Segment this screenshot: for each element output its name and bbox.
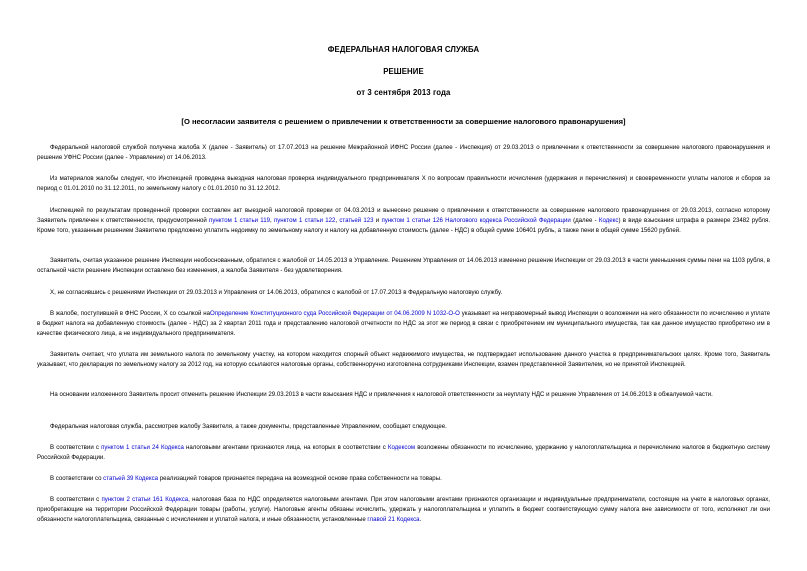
paragraph	[37, 309, 770, 340]
legal-reference-link[interactable]: пунктом 1 статьи 126 Налогового кодекса Российской Федерации	[381, 217, 571, 225]
paragraph	[37, 443, 770, 463]
legal-reference-link[interactable]: пунктом 2 статьи 161 Кодекса	[101, 496, 189, 503]
doc-date: от 3 сентября 2013 года	[356, 88, 451, 97]
paragraph-text: ,	[270, 217, 274, 225]
paragraph-text: Инспекцией по результатам проведенной проверки составлен акт выездной налоговой проверки от 04.03.2013 и вынесено решение о привлечении к ответственности за совершение налогового правонарушения от 29.03.2013, согласно которому Заявитель привлечен к ответственности, предусмотренной	[37, 207, 770, 225]
paragraph-text: и	[373, 217, 382, 225]
paragraph	[37, 390, 770, 400]
paragraph-text: , налоговая база по НДС определяется налоговыми агентами. При этом налоговыми агентами признаются организации и индивидуальные предприниматели, состоящие на учете в налоговых органах, приобретающие на территории Российской Федерации товары (работы, услуги). Налоговые агенты обязаны исчислить, удержать у налогоплательщика и уплатить в бюджет соответствующую сумму налога вне зависимости от того, исполняют ли они обязанности налогоплательщика, связанные с исчислением и уплатой налога, и иные обязанности, установленные	[37, 496, 770, 524]
paragraph	[37, 288, 770, 298]
paragraph-text: В жалобе, поступившей в ФНС России, Х со ссылкой на	[50, 310, 211, 317]
paragraph-text: указывает на неправомерный вывод Инспекции о возложении на него обязанности по исчислению и уплате в бюджет налога на добавленную стоимость (далее - НДС) за 2 квартал 2011 года и представлению налоговой отчетности по НДС за этот же период в связи с приобретением им муниципального имущества, так как данное имущество приобретено им в качестве физического лица, а не индивидуального предпринимателя.	[37, 310, 770, 338]
paragraph-text: ,	[335, 217, 340, 225]
legal-reference-link[interactable]: пунктом 1 статьи 122	[273, 217, 336, 225]
paragraph-text: На основании изложенного Заявитель просит отменить решение Инспекции 29.03.2013 в части взыскания НДС и привлечения к налоговой ответственности за неуплату НДС и решение Управления от 14.06.2013 в обжалуемой части.	[50, 391, 713, 398]
paragraph-text: (далее -	[570, 217, 599, 225]
paragraph-text: ) в виде взыскания штрафа в размере 23482 рубля. Кроме того, указанным решением Заявителю предложено уплатить недоимку по земельному налогу и налогу на добавленную стоимость (далее - НДС) в общей сумме 106401 рубль, а также пени в общей сумме 15620 рублей.	[37, 217, 771, 235]
paragraph	[37, 350, 770, 370]
legal-reference-link[interactable]: главой 21 Кодекса	[367, 516, 420, 524]
paragraph	[37, 143, 770, 163]
paragraph-text: В соответствии с	[50, 444, 102, 451]
paragraph-text: Заявитель считает, что уплата им земельного налога по земельному участку, на котором находится спорный объект недвижимого имущества, не подтверждает использование данного участка в предпринимательских целях. Кроме того, Заявитель указывает, что декларация по земельному налогу за 2012 год, на которую ссылаются налоговые органы, собственноручно изготовлена сотрудниками Инспекции, взамен представленной Заявителем, но не принятой Инспекцией.	[37, 351, 770, 369]
paragraph-text: реализацией товаров признается передача на возмездной основе права собственности на товары.	[158, 475, 442, 482]
paragraph-text: Заявитель, считая указанное решение Инспекции необоснованным, обратился с жалобой от 14.05.2013 в Управление. Решением Управления от 14.06.2013 изменено решение Инспекции от 29.03.2013 в части уменьшения суммы пени на 1103 рубля, в остальной части решение Инспекции оставлено без изменения, а жалоба Заявителя - без удовлетворения.	[37, 257, 770, 275]
doc-subject: [О несогласии заявителя с решением о привлечении к ответственности за совершение налогового правонарушения]	[181, 117, 626, 126]
paragraph-text: Х, не согласившись с решениями Инспекции от 29.03.2013 и Управления от 14.06.2013, обратился с жалобой от 17.07.2013 в Федеральную налоговую службу.	[50, 289, 503, 296]
paragraph-text: возложены обязанности по исчислению, удержанию у налогоплательщика и перечислению налогов в бюджетную систему Российской Федерации.	[37, 444, 771, 462]
legal-reference-link[interactable]: пунктом 1 статьи 119	[209, 217, 271, 225]
legal-reference-link[interactable]: Определение Конституционного суда Российской Федерации от 04.06.2009 N 1032-О-О	[210, 310, 460, 317]
legal-reference-link[interactable]: Кодекс	[598, 217, 619, 225]
legal-reference-link[interactable]: пунктом 1 статьи 24 Кодекса	[101, 444, 184, 451]
paragraph-text: налоговыми агентами признаются лица, на которых в соответствии с	[183, 444, 388, 451]
paragraph	[37, 206, 770, 237]
legal-reference-link[interactable]: статьей 123	[339, 217, 374, 225]
paragraph	[37, 174, 770, 194]
legal-reference-link[interactable]: Кодексом	[387, 444, 416, 451]
legal-reference-link[interactable]: статьей 39 Кодекса	[103, 475, 159, 482]
paragraph-text: Из материалов жалобы следует, что Инспекцией проведена выездная налоговая проверка индивидуального предпринимателя Х по вопросам правильности исчисления (удержания и перечисления) и своевременности уплаты налогов и сборов за период с 01.01.2010 по 31.12.2011, по земельному налогу с 01.01.2010 по 31.12.2012.	[37, 175, 770, 193]
paragraph	[37, 256, 770, 276]
paragraph-text: Федеральная налоговая служба, рассмотрев жалобу Заявителя, а также документы, представленные Управлением, сообщает следующее.	[50, 423, 447, 430]
paragraph	[37, 422, 770, 432]
doc-type-heading: РЕШЕНИЕ	[383, 67, 424, 76]
paragraph-text: В соответствии со	[50, 475, 104, 482]
paragraph	[37, 495, 770, 526]
org-heading: ФЕДЕРАЛЬНАЯ НАЛОГОВАЯ СЛУЖБА	[327, 45, 480, 54]
paragraph-text: .	[419, 516, 422, 524]
paragraph	[37, 474, 770, 484]
paragraph-text: Федеральной налоговой службой получена жалоба Х (далее - Заявитель) от 17.07.2013 на решение Межрайонной ИФНС России (далее - Инспекция) от 29.03.2013 о привлечении к ответственности за совершение налогового правонарушения и решение УФНС России (далее - Управление) от 14.06.2013.	[37, 144, 770, 162]
paragraph-text: В соответствии с	[50, 496, 102, 503]
